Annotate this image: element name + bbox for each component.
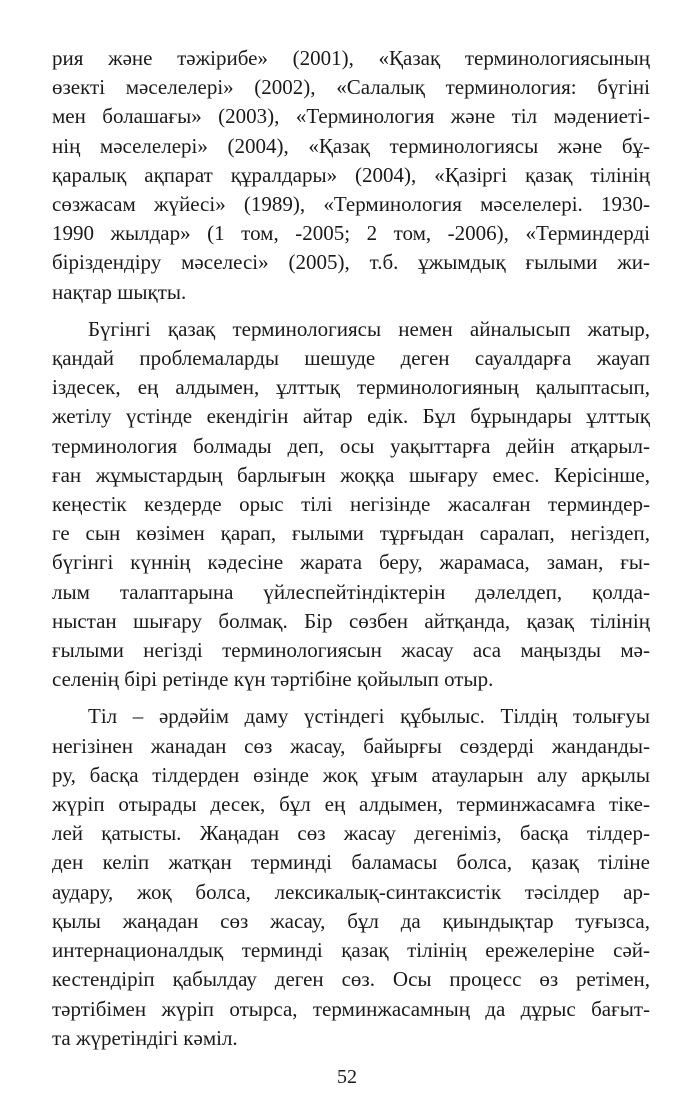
text-line: іздесек, ең алдымен, ұлттық терминологияның қалыптасып, [52, 375, 650, 400]
paragraph-2 [52, 315, 650, 695]
text-line: жүріп отырады десек, бұл ең алдымен, терминжасамға тіке- [52, 792, 650, 817]
text-line: сөзжасам жүйесі» (1989), «Терминология мәселелері. 1930- [52, 192, 650, 217]
text-line: терминология болмады деп, осы уақыттарға дейін атқарыл- [52, 433, 650, 458]
text-line: нақтар шықты. [52, 279, 187, 304]
text-line: тәртібімен жүріп отырса, терминжасамның да дұрыс бағыт- [52, 996, 650, 1021]
text-line: ған жұмыстардың барлығын жоққа шығару емес. Керісінше, [52, 462, 650, 487]
text-line: ден келіп жатқан терминді баламасы болса, қазақ тіліне [52, 850, 650, 875]
paragraph-3 [52, 702, 650, 1052]
text-line: ныстан шығару болмақ. Бір сөзбен айтқанда, қазақ тілінің [52, 608, 650, 633]
text-line: мен болашағы» (2003), «Терминология және тіл мәдениеті- [52, 104, 650, 129]
paragraph-gap [52, 694, 650, 702]
text-line: лым талаптарына үйлеспейтіндіктерін дәлелдеп, қолда- [52, 579, 650, 604]
text-line: нің мәселелері» (2004), «Қазақ терминологиясы және бұ- [52, 133, 650, 158]
text-line: қандай проблемаларды шешуде деген сауалдарға жауап [52, 346, 650, 371]
text-line: бүгінгі күннің кәдесіне жарата беру, жарамаса, заман, ғы- [52, 550, 650, 575]
text-line: негізінен жанадан сөз жасау, байырғы сөздерді жанданды- [52, 733, 650, 758]
text-line: ғылыми негізді терминологиясын жасау аса маңызды мә- [52, 638, 650, 663]
text-line: 1990 жылдар» (1 том, -2005; 2 том, -2006), «Терминдерді [52, 221, 650, 246]
text-line: кеңестік кездерде орыс тілі негізінде жасалған терминдер- [52, 492, 650, 517]
text-line: өзекті мәселелері» (2002), «Салалық терминология: бүгіні [52, 75, 650, 100]
text-line: қылы жаңадан сөз жасау, бұл да қиындықтар туғызса, [52, 908, 650, 933]
paragraph-gap [52, 307, 650, 315]
text-line: Тіл – әрдәйім даму үстіндегі құбылыс. Тілдің толығуы [88, 704, 650, 729]
text-line: интернационалдық терминді қазақ тілінің ережелеріне сәй- [52, 938, 650, 963]
text-line: селенің бірі ретінде күн тәртібіне қойылып отыр. [52, 667, 494, 692]
text-line: қаралық ақпарат құралдары» (2004), «Қазіргі қазақ тілінің [52, 162, 650, 187]
page-body [52, 44, 650, 1053]
text-line: Бүгінгі қазақ терминологиясы немен айналысып жатыр, [88, 316, 650, 341]
text-line: жетілу үстінде екендігін айтар едік. Бұл бұрындары ұлттық [52, 404, 650, 429]
text-line: ге сын көзімен қарап, ғылыми тұрғыдан саралап, негіздеп, [52, 521, 650, 546]
page-number: 52 [337, 1066, 357, 1088]
text-line: рия және тәжірибе» (2001), «Қазақ терминологиясының [52, 46, 650, 70]
text-line: біріздендіру мәселесі» (2005), т.б. ұжымдық ғылыми жи- [52, 250, 650, 275]
text-line: ру, басқа тілдерден өзінде жоқ ұғым атауларын алу арқылы [52, 762, 650, 787]
text-line: лей қатысты. Жаңадан сөз жасау дегеніміз, басқа тілдер- [52, 821, 650, 846]
text-line: та жүретіндігі кәміл. [52, 1025, 238, 1050]
text-line: аудару, жоқ болса, лексикалық-синтаксистік тәсілдер ар- [52, 879, 650, 904]
text-line: кестендіріп қабылдау деген сөз. Осы процесс өз ретімен, [52, 967, 650, 992]
paragraph-1 [52, 44, 650, 307]
